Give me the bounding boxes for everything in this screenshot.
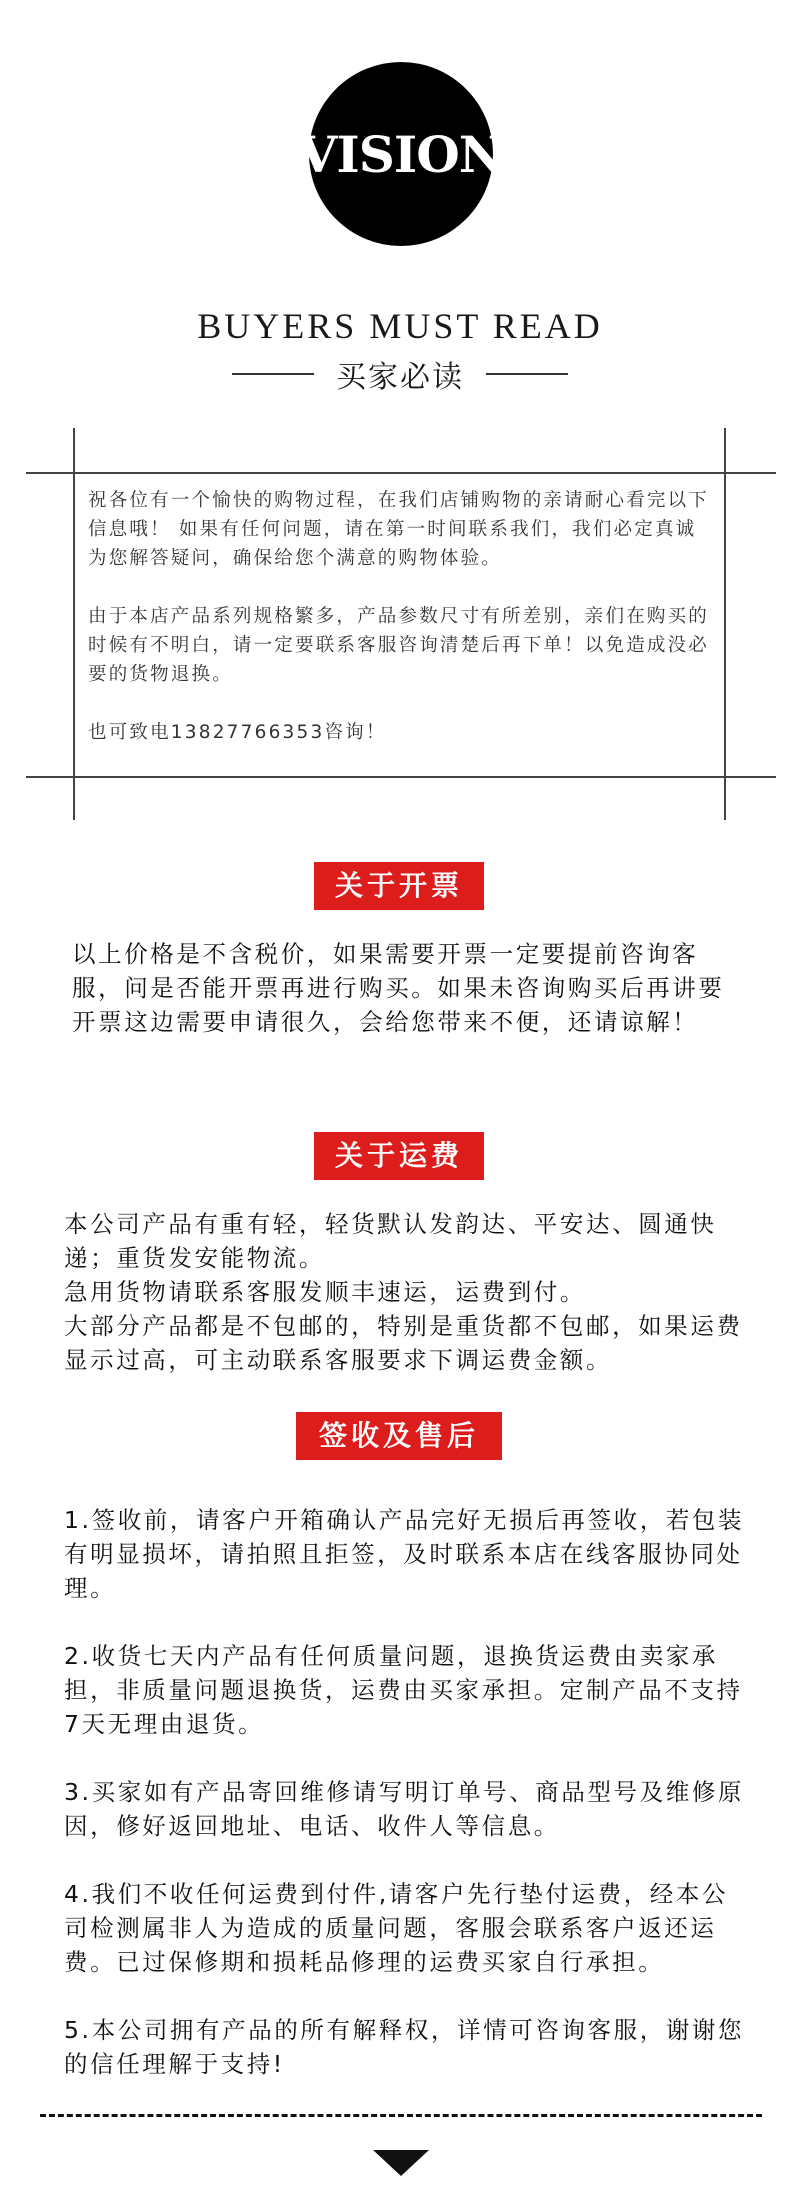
vision-logo	[298, 62, 504, 246]
title-right-line	[486, 373, 568, 375]
title-english: BUYERS MUST READ	[197, 306, 603, 346]
title-chinese: 买家必读	[336, 360, 464, 395]
notice-phone: 也可致电13827766353咨询！	[88, 722, 387, 743]
notice-paragraph: 祝各位有一个愉快的购物过程，在我们店铺购物的亲请耐心看完以下信息哦！ 如果有任何问题，请在第一时间联系我们，我们必定真诚为您解答疑问，确保给您个满意的购物体验。	[88, 490, 710, 569]
shipping-line: 大部分产品都是不包邮的，特别是重货都不包邮，如果运费显示过高，可主动联系客服要求下调运费金额。	[64, 1312, 743, 1374]
aftersales-item: 4.我们不收任何运费到付件,请客户先行垫付运费，经本公司检测属非人为造成的质量问题，客服会联系客户返还运费。已过保修期和损耗品修理的运费买家自行承担。	[64, 1880, 729, 1976]
invoice-text: 以上价格是不含税价，如果需要开票一定要提前咨询客服，问是否能开票再进行购买。如果未咨询购买后再讲要开票这边需要申请很久，会给您带来不便，还请谅解！	[72, 940, 725, 1036]
aftersales-item: 3.买家如有产品寄回维修请写明订单号、商品型号及维修原因，修好返回地址、电话、收件人等信息。	[64, 1778, 745, 1840]
notice-paragraph: 由于本店产品系列规格繁多，产品参数尺寸有所差别，亲们在购买的时候有不明白，请一定要联系客服咨询清楚后再下单！以免造成没必要的货物退换。	[88, 606, 710, 685]
frame-right-line	[724, 428, 726, 820]
logo-text: VISION	[298, 124, 504, 184]
invoice-badge: 关于开票	[314, 862, 484, 910]
aftersales-section	[64, 1503, 754, 2115]
shipping-line: 本公司产品有重有轻，轻货默认发韵达、平安达、圆通快递；重货发安能物流。	[64, 1210, 717, 1272]
frame-bottom-line	[26, 776, 776, 778]
triangle-down-icon	[373, 2150, 429, 2176]
frame-left-line	[73, 428, 75, 820]
shipping-section	[64, 1207, 754, 1377]
aftersales-item: 1.签收前，请客户开箱确认产品完好无损后再签收，若包装有明显损坏，请拍照且拒签，及时联系本店在线客服协同处理。	[64, 1506, 745, 1602]
title-left-line	[232, 373, 314, 375]
frame-top-line	[26, 472, 776, 474]
aftersales-item: 5.本公司拥有产品的所有解释权，详情可咨询客服，谢谢您的信任理解于支持!	[64, 2016, 745, 2078]
shipping-badge: 关于运费	[314, 1132, 484, 1180]
title-chinese-row	[0, 354, 800, 394]
aftersales-item: 2.收货七天内产品有任何质量问题，退换货运费由卖家承担，非质量问题退换货，运费由买家承担。定制产品不支持7天无理由退货。	[64, 1642, 743, 1738]
shipping-line: 急用货物请联系客服发顺丰速运，运费到付。	[64, 1278, 586, 1306]
aftersales-badge: 签收及售后	[296, 1412, 502, 1460]
notice-box	[88, 486, 714, 747]
dashed-divider	[40, 2114, 762, 2117]
invoice-section	[72, 937, 732, 1039]
